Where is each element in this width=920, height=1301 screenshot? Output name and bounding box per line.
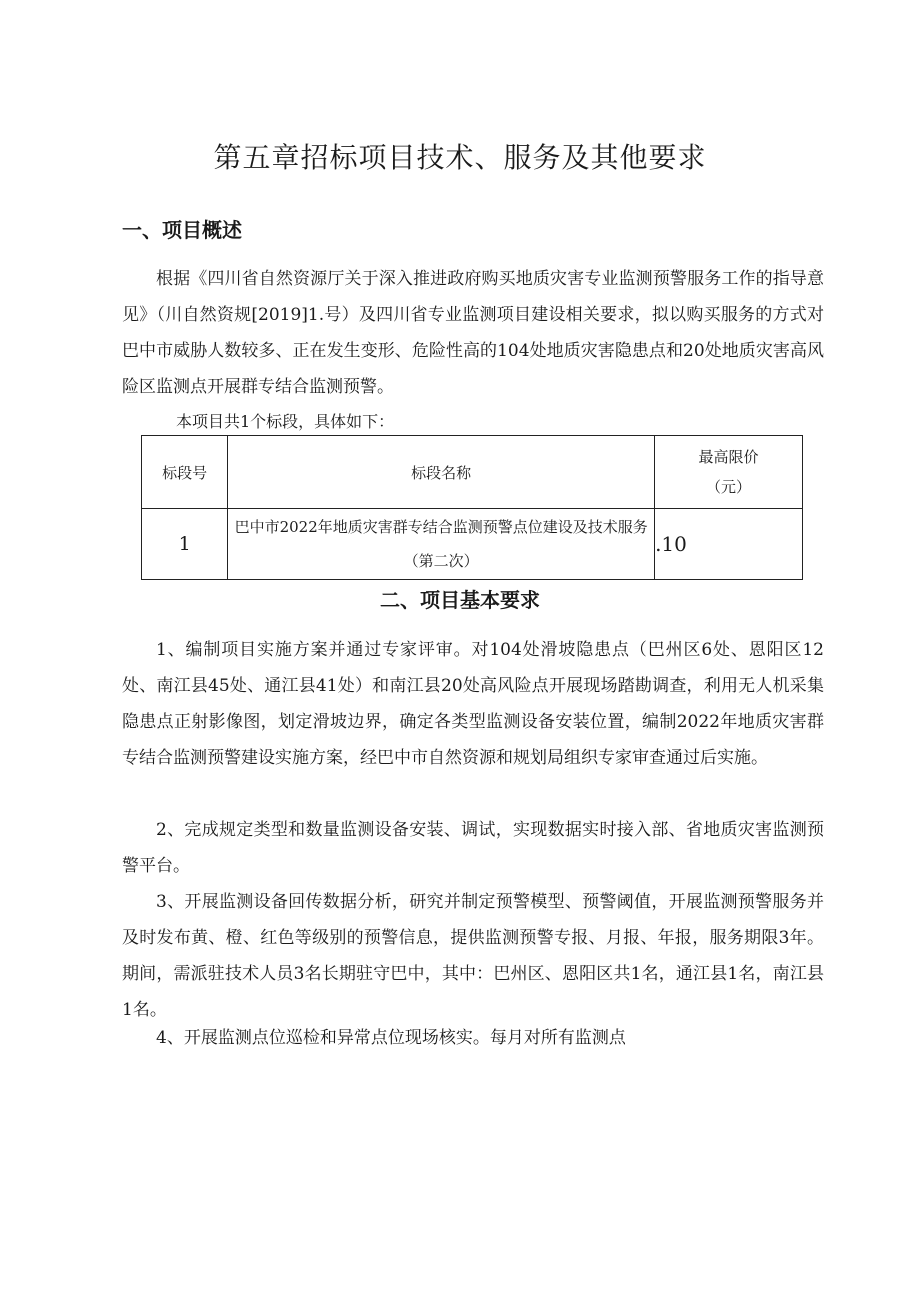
header-max-price <box>655 436 803 509</box>
requirement-item-1: 1、编制项目实施方案并通过专家评审。对104处滑坡隐患点（巴州区6处、恩阳区12处、南江县45处、通江县41处）和南江县20处高风险点开展现场踏勘调查，利用无人机采集隐患点正射影像图，划定滑坡边界，确定各类型监测设备安装位置，编制2022年地质灾害群专结合监测预警建设实施方案，经巴中市自然资源和规划局组织专家审查通过后实施。 <box>122 640 824 768</box>
section-heading-requirements: 二、项目基本要求 <box>380 588 540 612</box>
chapter-title: 第五章招标项目技术、服务及其他要求 <box>213 141 707 174</box>
requirement-item-2: 2、完成规定类型和数量监测设备安装、调试，实现数据实时接入部、省地质灾害监测预警平台。 <box>122 820 824 876</box>
table-row <box>142 509 803 580</box>
section-heading-overview: 一、项目概述 <box>122 218 242 242</box>
cell-lot-no: 1 <box>142 509 228 580</box>
header-max-price-line1: 最高限价 <box>698 448 759 466</box>
lot-table-header-row <box>142 436 803 509</box>
cell-max-price: .10 <box>655 509 803 580</box>
overview-paragraph: 根据《四川省自然资源厅关于深入推进政府购买地质灾害专业监测预警服务工作的指导意见》（川自然资规[2019]1.号）及四川省专业监测项目建设相关要求，拟以购买服务的方式对巴中市威胁人数较多、正在发生变形、危险性高的104处地质灾害隐患点和20处地质灾害高风险区监测点开展群专结合监测预警。 <box>122 269 824 397</box>
lot-table <box>141 435 803 580</box>
requirement-item-4: 4、开展监测点位巡检和异常点位现场核实。每月对所有监测点 <box>156 1028 626 1048</box>
header-lot-no: 标段号 <box>142 436 228 509</box>
header-max-price-line2: （元） <box>706 478 752 496</box>
header-lot-name: 标段名称 <box>228 436 655 509</box>
requirement-item-3: 3、开展监测设备回传数据分析，研究并制定预警模型、预警阈值，开展监测预警服务并及时发布黄、橙、红色等级别的预警信息，提供监测预警专报、月报、年报，服务期限3年。期间，需派驻技术人员3名长期驻守巴中，其中：巴州区、恩阳区共1名，通江县1名，南江县1名。 <box>122 892 824 1020</box>
table-note: 本项目共1个标段，具体如下： <box>176 412 395 431</box>
cell-lot-name: 巴中市2022年地质灾害群专结合监测预警点位建设及技术服务（第二次） <box>228 509 655 580</box>
